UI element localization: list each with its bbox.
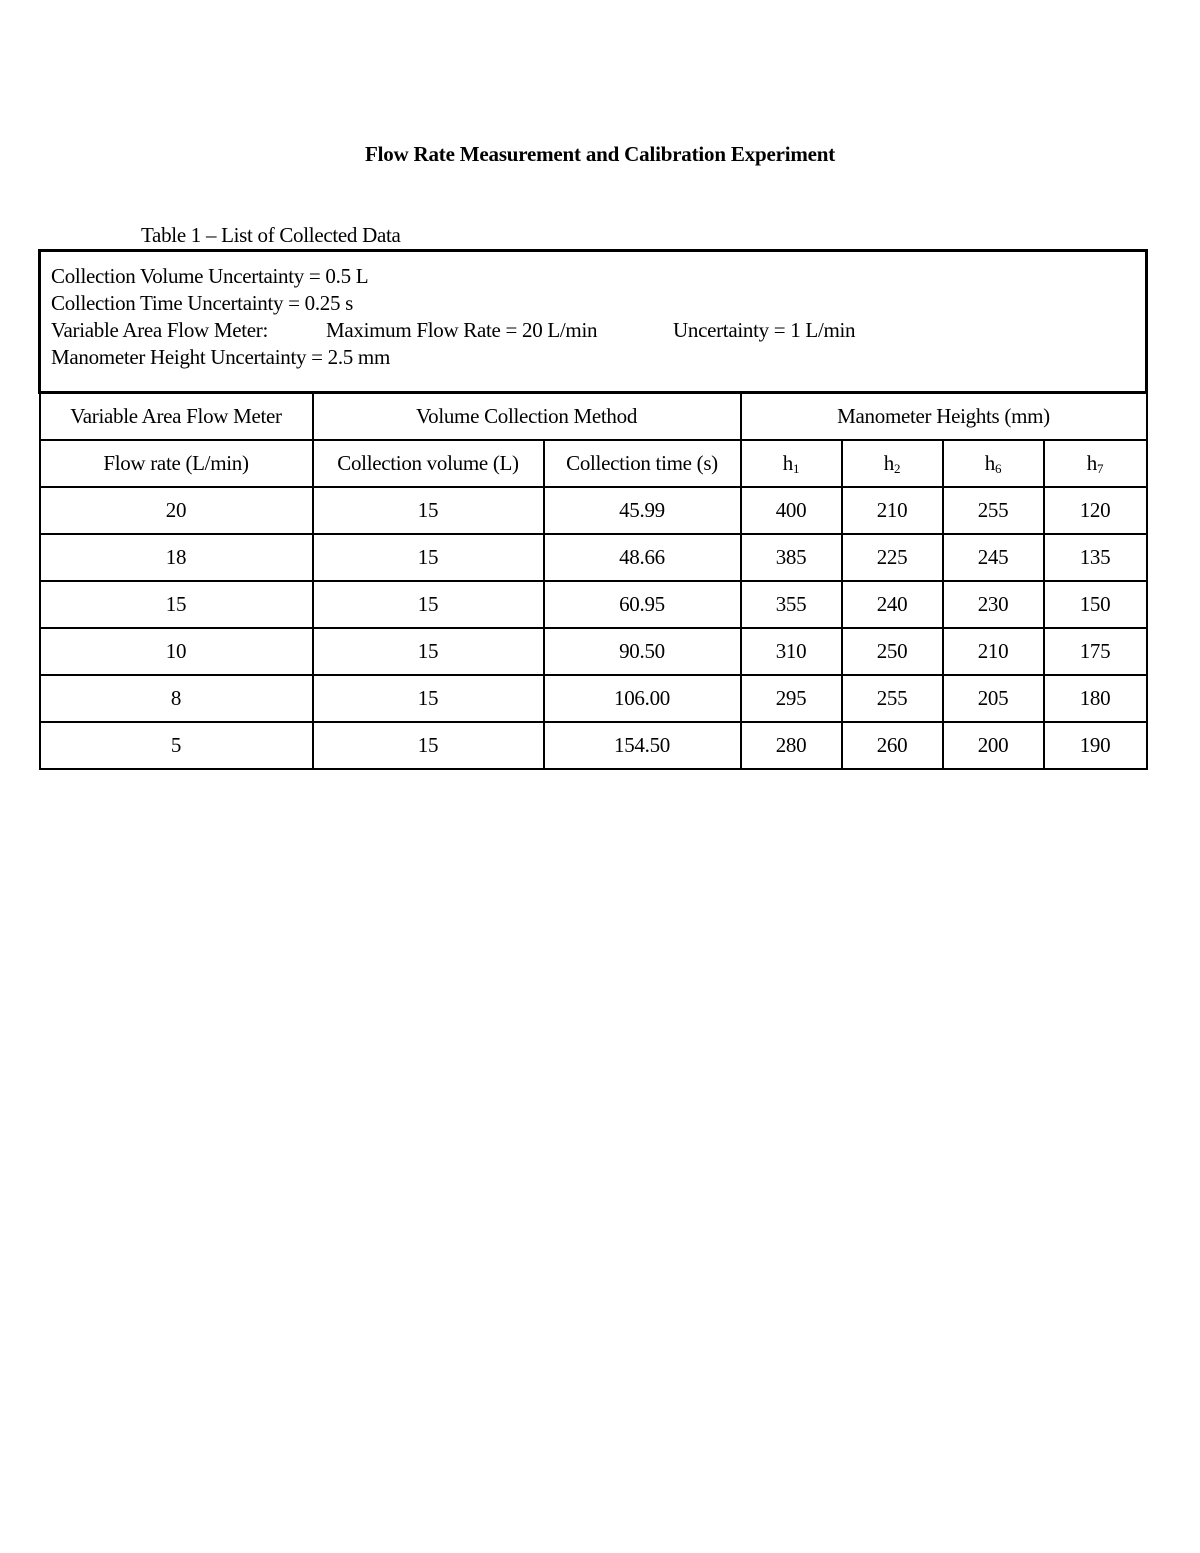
- collected-data-table: [38, 249, 1148, 770]
- h6-subscript: 6: [995, 461, 1002, 476]
- cell-h7: 190: [1044, 722, 1147, 769]
- cell-collection-volume: 15: [313, 675, 544, 722]
- h1-subscript: 1: [793, 461, 800, 476]
- cell-collection-time: 106.00: [544, 675, 741, 722]
- column-header-h7: [1044, 440, 1147, 487]
- group-header-manometer: Manometer Heights (mm): [741, 393, 1147, 441]
- cell-flow-rate: 15: [40, 581, 313, 628]
- cell-collection-time: 48.66: [544, 534, 741, 581]
- cell-h1: 280: [741, 722, 842, 769]
- table-row: [40, 581, 1147, 628]
- uncertainty-notes: [40, 251, 1147, 393]
- flow-meter-max: Maximum Flow Rate = 20 L/min: [326, 318, 598, 342]
- column-header-row: [40, 440, 1147, 487]
- table-row: [40, 628, 1147, 675]
- group-header-row: [40, 393, 1147, 441]
- cell-h2: 255: [842, 675, 943, 722]
- cell-h7: 120: [1044, 487, 1147, 534]
- volume-uncertainty-note: Collection Volume Uncertainty = 0.5 L: [51, 264, 369, 288]
- cell-h2: 225: [842, 534, 943, 581]
- column-header-collection-volume: Collection volume (L): [313, 440, 544, 487]
- h6-base: h: [984, 451, 995, 475]
- h2-base: h: [883, 451, 894, 475]
- uncertainty-notes-row: [40, 251, 1147, 393]
- cell-collection-time: 60.95: [544, 581, 741, 628]
- h1-base: h: [782, 451, 793, 475]
- cell-h1: 355: [741, 581, 842, 628]
- cell-h1: 385: [741, 534, 842, 581]
- cell-h6: 210: [943, 628, 1044, 675]
- cell-collection-volume: 15: [313, 628, 544, 675]
- cell-h6: 255: [943, 487, 1044, 534]
- column-header-flow-rate: Flow rate (L/min): [40, 440, 313, 487]
- h2-subscript: 2: [894, 461, 901, 476]
- time-uncertainty-note: Collection Time Uncertainty = 0.25 s: [51, 291, 354, 315]
- cell-h7: 175: [1044, 628, 1147, 675]
- cell-collection-volume: 15: [313, 487, 544, 534]
- table-row: [40, 487, 1147, 534]
- table-caption: Table 1 – List of Collected Data: [141, 223, 401, 247]
- cell-h6: 245: [943, 534, 1044, 581]
- cell-h7: 135: [1044, 534, 1147, 581]
- cell-h6: 230: [943, 581, 1044, 628]
- table-row: [40, 722, 1147, 769]
- cell-h2: 240: [842, 581, 943, 628]
- h7-subscript: 7: [1097, 461, 1104, 476]
- column-header-collection-time: Collection time (s): [544, 440, 741, 487]
- cell-collection-time: 90.50: [544, 628, 741, 675]
- cell-h6: 205: [943, 675, 1044, 722]
- cell-flow-rate: 8: [40, 675, 313, 722]
- cell-h2: 250: [842, 628, 943, 675]
- cell-flow-rate: 18: [40, 534, 313, 581]
- cell-collection-volume: 15: [313, 534, 544, 581]
- flow-meter-label: Variable Area Flow Meter:: [51, 318, 269, 342]
- cell-h7: 150: [1044, 581, 1147, 628]
- column-header-h2: [842, 440, 943, 487]
- cell-h1: 295: [741, 675, 842, 722]
- cell-collection-volume: 15: [313, 722, 544, 769]
- cell-flow-rate: 10: [40, 628, 313, 675]
- flow-meter-uncertainty: Uncertainty = 1 L/min: [673, 318, 856, 342]
- cell-flow-rate: 20: [40, 487, 313, 534]
- cell-collection-volume: 15: [313, 581, 544, 628]
- cell-collection-time: 154.50: [544, 722, 741, 769]
- cell-collection-time: 45.99: [544, 487, 741, 534]
- group-header-volume-method: Volume Collection Method: [313, 393, 741, 441]
- group-header-flow-meter: Variable Area Flow Meter: [40, 393, 313, 441]
- table-row: [40, 534, 1147, 581]
- column-header-h6: [943, 440, 1044, 487]
- cell-flow-rate: 5: [40, 722, 313, 769]
- document-title: Flow Rate Measurement and Calibration Experiment: [364, 142, 836, 166]
- cell-h7: 180: [1044, 675, 1147, 722]
- cell-h2: 210: [842, 487, 943, 534]
- column-header-h1: [741, 440, 842, 487]
- table-row: [40, 675, 1147, 722]
- cell-h2: 260: [842, 722, 943, 769]
- cell-h1: 400: [741, 487, 842, 534]
- cell-h1: 310: [741, 628, 842, 675]
- manometer-uncertainty-note: Manometer Height Uncertainty = 2.5 mm: [51, 345, 390, 369]
- cell-h6: 200: [943, 722, 1044, 769]
- h7-base: h: [1086, 451, 1097, 475]
- flow-meter-note: [51, 317, 1145, 344]
